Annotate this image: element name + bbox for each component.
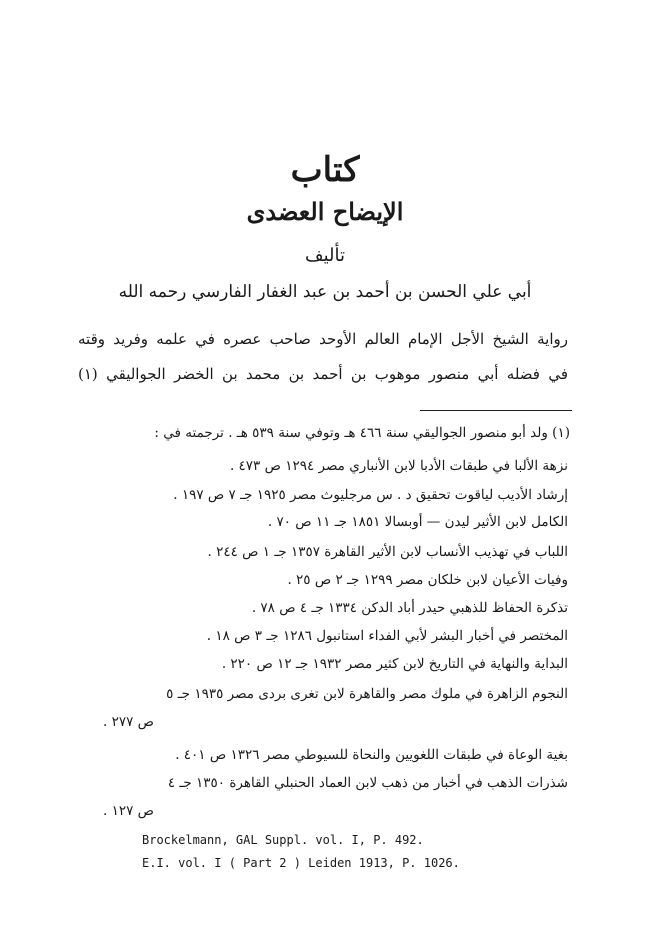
footnote-line: المختصر في أخبار البشر لأبي الفداء استانبول ١٢٨٦ جـ ٣ ص ١٨ . (206, 628, 568, 644)
reference-latin: Brockelmann, GAL Suppl. vol. I, P. 492. (142, 833, 424, 847)
footnote-line: النجوم الزاهرة في ملوك مصر والقاهرة لابن تغرى بردى مصر ١٩٣٥ جـ ٥ (166, 686, 568, 702)
footnote-line: بغية الوعاة في طبقات اللغويين والنحاة للسيوطي مصر ١٣٢٦ ص ٤٠١ . (175, 747, 568, 763)
footnote-line: ص ١٢٧ . (103, 803, 154, 819)
footnote-line: البداية والنهاية في التاريخ لابن كثير مصر ١٩٣٢ جـ ١٢ ص ٢٢٠ . (221, 656, 568, 672)
authorship-label: تأليف (304, 245, 346, 266)
transmission-line-2: في فضله أبي منصور موهوب بن أحمد بن محمد بن الخضر الجواليقي (١) (78, 365, 568, 383)
heading-kitab: كتاب (290, 150, 360, 190)
footnote-line: الكامل لابن الأثير ليدن — أوبسالا ١٨٥١ جـ ١١ ص ٧٠ . (267, 514, 568, 530)
book-title: الإيضاح العضدى (246, 197, 404, 226)
footnote-line: اللباب في تهذيب الأنساب لابن الأثير القاهرة ١٣٥٧ جـ ١ ص ٢٤٤ . (207, 544, 568, 560)
footnote-line: تذكرة الحفاظ للذهبي حيدر أباد الدكن ١٣٣٤ جـ ٤ ص ٧٨ . (251, 600, 568, 616)
footnote-line: إرشاد الأديب لياقوت تحقيق د . س مرجليوث مصر ١٩٢٥ جـ ٧ ص ١٩٧ . (173, 487, 568, 503)
footnote-line: شذرات الذهب في أخبار من ذهب لابن العماد الحنبلي القاهرة ١٣٥٠ جـ ٤ (167, 775, 568, 791)
reference-latin: E.I. vol. I ( Part 2 ) Leiden 1913, P. 1026. (142, 856, 460, 870)
footnote-separator (420, 410, 572, 411)
footnote-line: وفيات الأعيان لابن خلكان مصر ١٢٩٩ جـ ٢ ص ٢٥ . (287, 572, 568, 588)
author-name: أبي علي الحسن بن أحمد بن عبد الغفار الفارسي رحمه الله (118, 282, 532, 302)
footnote-line: (١) ولد أبو منصور الجواليقي سنة ٤٦٦ هـ وتوفي سنة ٥٣٩ هـ . ترجمته في : (154, 425, 570, 441)
footnote-line: نزهة الألبا في طبقات الأدبا لابن الأنباري مصر ١٢٩٤ ص ٤٧٣ . (229, 458, 568, 474)
transmission-line-1: رواية الشيخ الأجل الإمام العالم الأوحد صاحب عصره في علمه وفريد وقته (78, 330, 568, 348)
footnote-line: ص ٢٧٧ . (103, 714, 154, 730)
